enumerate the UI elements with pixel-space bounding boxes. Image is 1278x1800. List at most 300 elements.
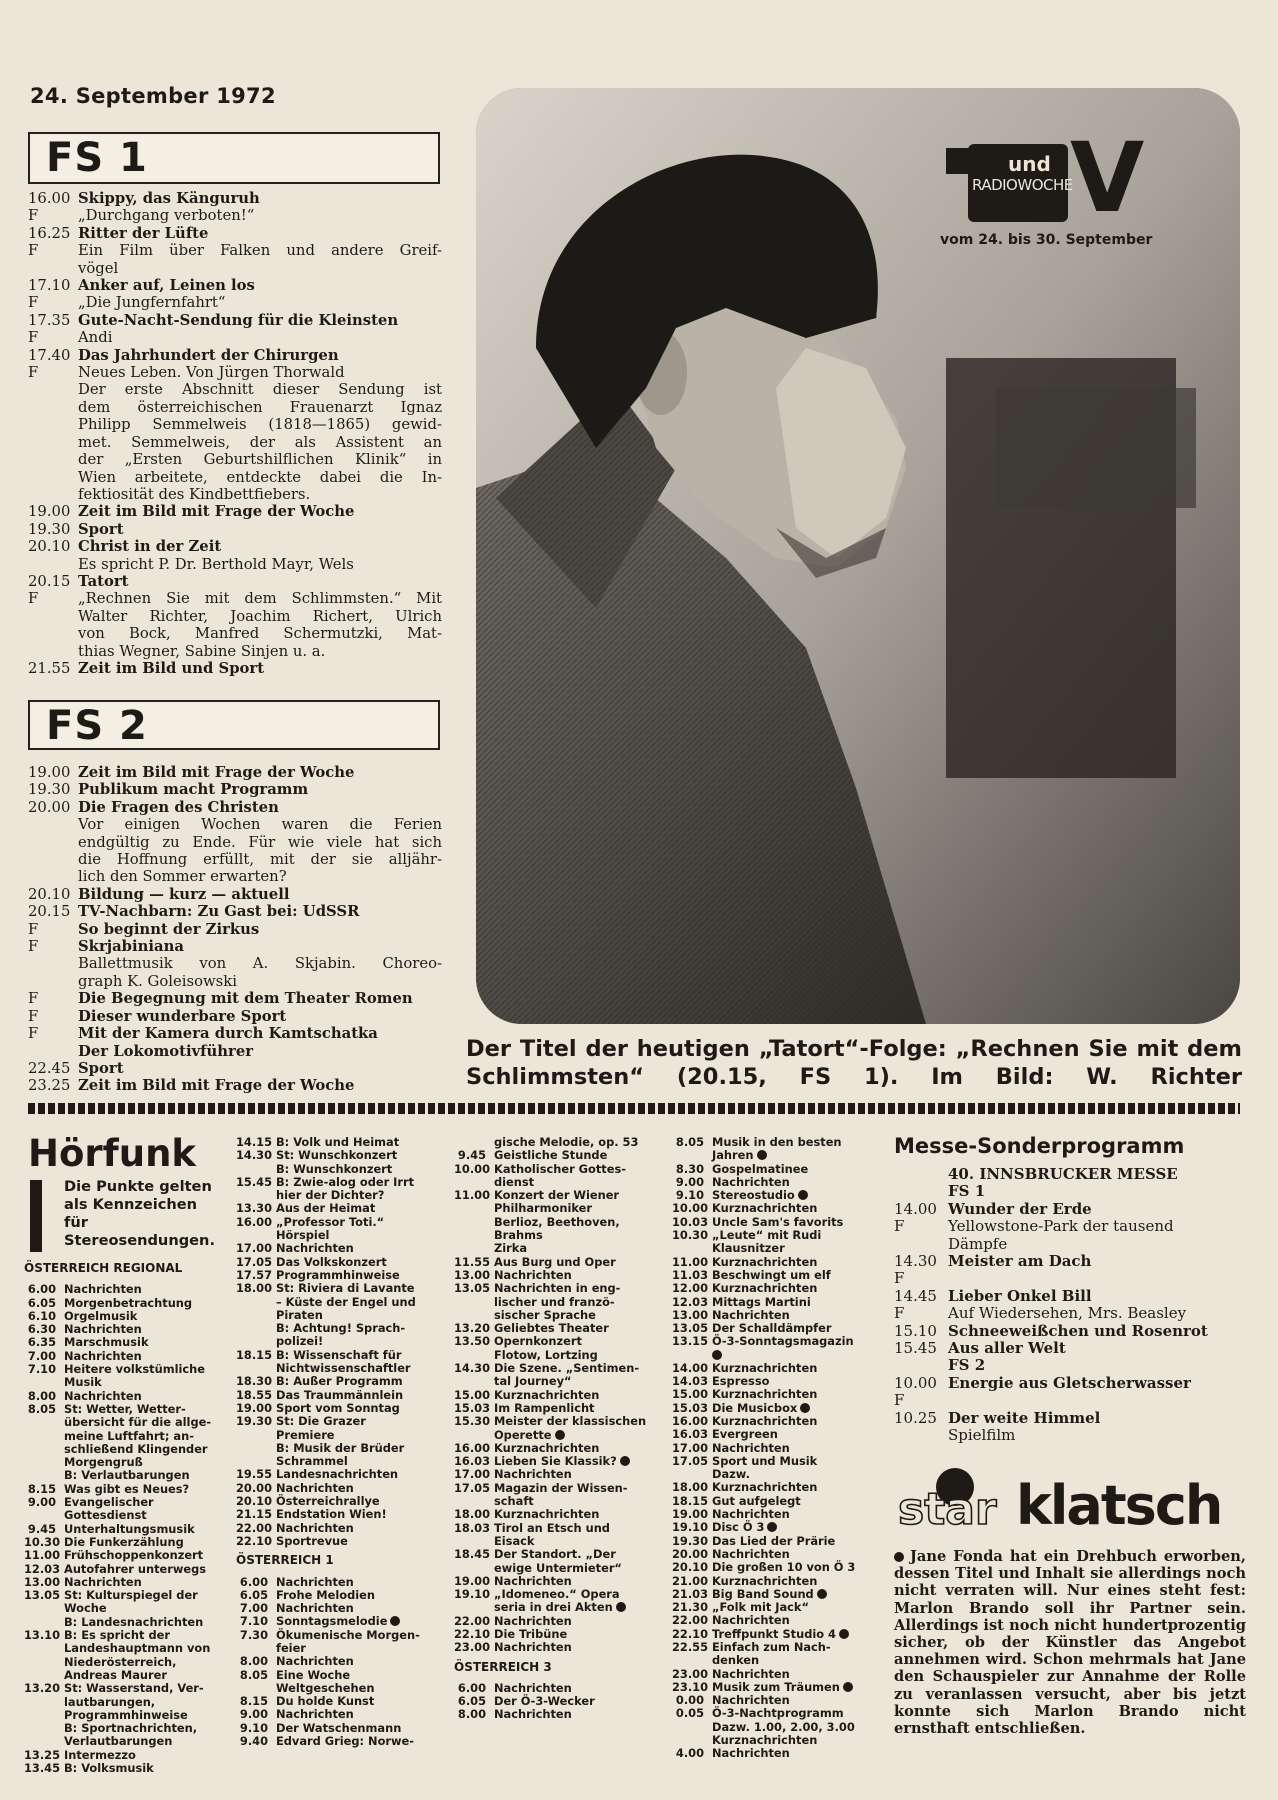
radio-title: Die Funkerzählung (64, 1534, 184, 1549)
radio-title: Nachrichten (494, 1707, 572, 1722)
program-title: Lieber Onkel Bill (948, 1286, 1092, 1305)
program-time (28, 625, 78, 642)
radio-title: Der Watschenmann (276, 1720, 402, 1735)
radio-title: Nichtwissenschaftler (276, 1361, 411, 1376)
radio-item (454, 1522, 666, 1535)
program-time (894, 1236, 948, 1253)
radio-item (24, 1735, 224, 1748)
radio-item (672, 1335, 886, 1348)
radio-time: 10.00 (454, 1161, 491, 1176)
radio-item (672, 1734, 886, 1747)
radio-time (24, 1416, 64, 1429)
radio-time (236, 1309, 276, 1322)
radio-item (672, 1402, 886, 1415)
radio-title: Das Traummännlein (276, 1387, 404, 1402)
radio-title: – Küste der Engel und (276, 1294, 416, 1309)
program-time: 15.45 (894, 1339, 937, 1358)
program-time: F (28, 294, 39, 312)
radio-item (454, 1575, 666, 1588)
radio-item (24, 1310, 224, 1323)
radio-title: denken (712, 1653, 760, 1668)
program-time (28, 973, 78, 990)
radio-time: 9.40 (239, 1734, 268, 1749)
radio-title: B: Landesnachrichten (64, 1614, 204, 1629)
radio-time: 7.00 (27, 1348, 56, 1363)
radio-title: Intermezzo (64, 1747, 136, 1762)
fs1-item (28, 625, 442, 642)
radio-item (454, 1282, 666, 1295)
messe-item (894, 1340, 1246, 1357)
radio-time: 22.55 (672, 1639, 709, 1654)
program-title: endgültig zu Ende. Für wie viele hat sich (78, 833, 442, 851)
radio-time: 20.00 (672, 1546, 709, 1561)
radio-time (24, 1376, 64, 1389)
logo-und: und (1008, 152, 1051, 176)
program-title: Walter Richter, Joachim Richert, Ulrich (78, 607, 442, 625)
radio-time: 8.05 (675, 1135, 704, 1149)
fs2-item (28, 1025, 442, 1042)
radio-time (672, 1654, 712, 1667)
program-time: 14.45 (894, 1286, 937, 1305)
radio-time: 4.00 (675, 1746, 704, 1761)
radio-column-3 (454, 1136, 666, 1722)
stereo-legend: Die Punkte gelten als Kennzeichen für Stereosendungen. (64, 1178, 215, 1249)
program-time (28, 851, 78, 868)
radio-time: 17.57 (236, 1267, 273, 1282)
program-time: F (28, 364, 39, 382)
stereo-dot-icon (839, 1629, 849, 1639)
radio-item (24, 1696, 224, 1709)
program-time (894, 1427, 948, 1444)
radio-time: 11.00 (672, 1254, 709, 1269)
radio-title: Eine Woche (276, 1667, 351, 1682)
messe-item (894, 1410, 1246, 1427)
radio-time: 10.00 (672, 1201, 709, 1216)
radio-title: B: Musik der Brüder (276, 1440, 405, 1455)
radio-title: Uncle Sam's favorits (712, 1214, 844, 1229)
radio-item (24, 1336, 224, 1349)
radio-item (454, 1535, 666, 1548)
radio-time: 7.10 (27, 1362, 56, 1377)
radio-time: 18.15 (236, 1347, 273, 1362)
radio-time: 13.00 (454, 1267, 491, 1282)
radio-item (236, 1576, 446, 1589)
radio-time: 13.50 (454, 1334, 491, 1349)
radio-time: 15.03 (672, 1400, 709, 1415)
program-title: Der Lokomotivführer (78, 1042, 254, 1060)
program-time: F (28, 329, 39, 347)
radio-title: Aus Burg und Oper (494, 1254, 616, 1269)
program-title: Publikum macht Programm (78, 781, 309, 799)
radio-title: Mittags Martini (712, 1294, 811, 1309)
fs2-item (28, 955, 442, 972)
radio-title: Meister der klassischen (494, 1414, 647, 1429)
radio-title: Landesnachrichten (276, 1467, 399, 1482)
radio-title: Der Ö-3-Wecker (494, 1694, 595, 1709)
radio-title: Musik (64, 1375, 102, 1390)
radio-title: Beschwingt um elf (712, 1267, 831, 1282)
radio-item (236, 1136, 446, 1149)
stereo-dot-icon (620, 1456, 630, 1466)
radio-item (236, 1216, 446, 1229)
fs1-item (28, 469, 442, 486)
radio-title: Morgengruß (64, 1455, 143, 1470)
fs2-heading-box (28, 700, 440, 750)
radio-item (24, 1576, 224, 1589)
radio-item (24, 1523, 224, 1536)
radio-item (24, 1509, 224, 1522)
radio-item (672, 1747, 886, 1760)
program-time (28, 416, 78, 433)
radio-time: 18.03 (454, 1520, 491, 1535)
radio-time: 6.35 (27, 1335, 56, 1350)
radio-time: 23.00 (454, 1640, 491, 1655)
radio-time: 13.00 (24, 1574, 61, 1589)
radio-title: Espresso (712, 1374, 770, 1389)
radio-column-1 (24, 1256, 224, 1775)
fs2-item (28, 851, 442, 868)
radio-time: 8.15 (27, 1481, 56, 1496)
program-time (28, 868, 78, 885)
program-title: lich den Sommer erwarten? (78, 868, 287, 886)
radio-item (454, 1468, 666, 1481)
program-title: Energie aus Gletscherwasser (948, 1373, 1191, 1392)
stereo-dot-icon (800, 1403, 810, 1413)
radio-title: St: Wetter, Wetter- (64, 1401, 186, 1416)
fs1-item (28, 538, 442, 555)
radio-time (236, 1682, 276, 1695)
program-title: „Die Jungfernfahrt“ (78, 294, 226, 312)
radio-item (24, 1656, 224, 1669)
radio-time: 16.03 (454, 1454, 491, 1469)
fs1-item (28, 294, 442, 311)
radio-time: 6.00 (27, 1282, 56, 1297)
program-time: 17.35 (28, 311, 71, 329)
radio-item (672, 1136, 886, 1149)
messe-item (894, 1270, 1246, 1287)
radio-title: Nachrichten (276, 1480, 354, 1495)
radio-time: 9.00 (675, 1174, 704, 1189)
radio-title: Sport vom Sonntag (276, 1400, 400, 1415)
radio-title: Katholischer Gottes- (494, 1161, 626, 1176)
radio-time: 11.55 (454, 1254, 491, 1269)
program-time: F (28, 920, 39, 938)
radio-title: Kurznachrichten (494, 1440, 600, 1455)
radio-item (24, 1323, 224, 1336)
radio-time (454, 1229, 494, 1242)
radio-item (24, 1642, 224, 1655)
radio-title: schaft (494, 1494, 534, 1509)
program-time: 20.15 (28, 572, 71, 590)
radio-time: 18.55 (236, 1387, 273, 1402)
radio-time (236, 1455, 276, 1468)
fs1-item (28, 364, 442, 381)
program-title: Die Fragen des Christen (78, 798, 279, 816)
radio-time: 14.15 (236, 1135, 273, 1149)
radio-title: Im Rampenlicht (494, 1400, 595, 1415)
radio-item (24, 1669, 224, 1682)
radio-time: 11.00 (24, 1548, 61, 1563)
radio-time (454, 1535, 494, 1548)
radio-item (454, 1375, 666, 1388)
radio-time (236, 1229, 276, 1242)
radio-title: sischer Sprache (494, 1307, 596, 1322)
radio-item (672, 1588, 886, 1601)
program-title: Vor einigen Wochen waren die Ferien (78, 816, 442, 834)
radio-time: 13.05 (672, 1321, 709, 1336)
radio-title: Schrammel (276, 1454, 348, 1469)
radio-title: Unterhaltungsmusik (64, 1521, 195, 1536)
radio-time: 19.30 (236, 1414, 273, 1429)
fs1-item (28, 207, 442, 224)
program-title: thias Wegner, Sabine Sinjen u. a. (78, 642, 326, 660)
radio-time (454, 1495, 494, 1508)
program-time: 10.00 (894, 1373, 937, 1392)
radio-item (454, 1309, 666, 1322)
radio-item (24, 1363, 224, 1376)
radio-time (236, 1335, 276, 1348)
radio-time: 9.00 (27, 1495, 56, 1510)
radio-item (236, 1415, 446, 1428)
radio-item (672, 1614, 886, 1627)
fs2-item (28, 1008, 442, 1025)
stereo-dot-icon (843, 1682, 853, 1692)
stereo-symbol-bar (30, 1180, 42, 1252)
radio-title: Landeshauptmann von (64, 1641, 211, 1656)
radio-item (24, 1709, 224, 1722)
radio-time: 9.10 (675, 1188, 704, 1203)
radio-item (454, 1615, 666, 1628)
fs2-item (28, 921, 442, 938)
radio-item (454, 1695, 666, 1708)
radio-item (236, 1615, 446, 1628)
program-title: Skrjabiniana (78, 938, 184, 956)
radio-title: Nachrichten (64, 1282, 142, 1297)
radio-title: Evangelischer (64, 1495, 154, 1510)
radio-time: 0.05 (675, 1706, 704, 1721)
stereo-dot-icon (767, 1522, 777, 1532)
fs2-item (28, 886, 442, 903)
radio-time: 17.05 (454, 1480, 491, 1495)
messe-program-list (894, 1166, 1246, 1445)
radio-item (672, 1176, 886, 1189)
program-title: 40. INNSBRUCKER MESSE (948, 1165, 1178, 1183)
radio-time (454, 1429, 494, 1442)
radio-time: 12.00 (672, 1281, 709, 1296)
radio-item (236, 1335, 446, 1348)
messe-item (894, 1288, 1246, 1305)
radio-time (454, 1349, 494, 1362)
radio-time: 23.00 (672, 1666, 709, 1681)
program-title: der „Ersten Geburtshilflichen Klinik“ in (78, 451, 442, 469)
radio-title: Kurznachrichten (712, 1413, 818, 1428)
radio-time: 13.15 (672, 1334, 709, 1349)
radio-item (672, 1654, 886, 1667)
radio-item (454, 1389, 666, 1402)
program-title: Philipp Semmelweis (1818—1865) gewid- (78, 416, 442, 434)
radio-title: Musik in den besten (712, 1135, 842, 1149)
radio-title: Kurznachrichten (712, 1387, 818, 1402)
radio-time: 8.00 (27, 1388, 56, 1403)
radio-title: Weltgeschehen (276, 1680, 375, 1695)
radio-time (24, 1616, 64, 1629)
radio-item (454, 1548, 666, 1561)
radio-time: 19.00 (672, 1507, 709, 1522)
radio-title: Nachrichten (276, 1574, 354, 1589)
radio-time: 21.00 (672, 1573, 709, 1588)
radio-item (236, 1722, 446, 1735)
radio-item (672, 1707, 886, 1720)
program-time: F (28, 242, 39, 260)
radio-title: „Leute“ mit Rudi (712, 1228, 822, 1243)
program-time (28, 955, 78, 972)
radio-item (454, 1202, 666, 1215)
radio-time (24, 1509, 64, 1522)
radio-title: Premiere (276, 1427, 335, 1442)
program-title: Christ in der Zeit (78, 538, 222, 556)
program-title: Dieser wunderbare Sport (78, 1007, 287, 1025)
radio-item (24, 1456, 224, 1469)
messe-item (894, 1375, 1246, 1392)
radio-time: 12.03 (24, 1561, 61, 1576)
program-time: 17.10 (28, 277, 71, 295)
radio-item (454, 1296, 666, 1309)
program-time: 10.25 (894, 1408, 937, 1427)
program-title: Wien arbeitete, entdeckte dabei die In- (78, 468, 442, 486)
radio-item (236, 1402, 446, 1415)
radio-time: 17.05 (236, 1254, 273, 1269)
radio-title: St: Die Grazer (276, 1414, 366, 1429)
radio-time: 7.00 (239, 1601, 268, 1616)
program-time: F (894, 1217, 905, 1236)
fs2-item (28, 903, 442, 920)
radio-item (236, 1322, 446, 1335)
radio-title: Zirka (494, 1241, 528, 1256)
radio-title: Nachrichten (64, 1388, 142, 1403)
radio-title: Verlautbarungen (64, 1734, 173, 1749)
radio-item (24, 1629, 224, 1642)
radio-item (24, 1616, 224, 1629)
radio-time: 14.00 (672, 1360, 709, 1375)
radio-title: Jahren (712, 1148, 754, 1163)
radio-time (24, 1656, 64, 1669)
radio-title: tal Journey“ (494, 1374, 572, 1389)
radio-item (672, 1575, 886, 1588)
radio-time: 23.10 (672, 1679, 709, 1694)
program-time: 22.45 (28, 1059, 71, 1077)
messe-item (894, 1201, 1246, 1218)
radio-item (454, 1455, 666, 1468)
radio-item (236, 1642, 446, 1655)
program-time (28, 556, 78, 573)
radio-title: Niederösterreich, (64, 1654, 177, 1669)
stereo-dot-icon (712, 1350, 722, 1360)
radio-item (672, 1309, 886, 1322)
radio-title: Dazw. (712, 1467, 750, 1482)
radio-item (672, 1388, 886, 1401)
radio-time: 16.00 (236, 1214, 273, 1229)
radio-time: 11.03 (672, 1267, 709, 1282)
radio-item (24, 1549, 224, 1562)
radio-item (236, 1695, 446, 1708)
radio-item (24, 1376, 224, 1389)
program-title: Bildung — kurz — aktuell (78, 885, 290, 903)
radio-title: Heitere volkstümliche (64, 1362, 205, 1377)
radio-item (454, 1628, 666, 1641)
program-title: Meister am Dach (948, 1252, 1092, 1271)
radio-title: Nachrichten (276, 1241, 354, 1256)
radio-time: 18.00 (236, 1281, 273, 1296)
messe-title: Messe-Sonderprogramm (894, 1134, 1185, 1158)
radio-time (236, 1442, 276, 1455)
radio-time: 8.00 (457, 1707, 486, 1722)
radio-item (236, 1269, 446, 1282)
stereo-dot-icon (798, 1190, 808, 1200)
program-time: 16.00 (28, 190, 71, 207)
program-time: 19.30 (28, 781, 71, 799)
radio-item (672, 1641, 886, 1654)
radio-time: 8.00 (239, 1654, 268, 1669)
radio-title: ewige Untermieter“ (494, 1560, 622, 1575)
radio-item (454, 1149, 666, 1162)
radio-title: B: Wissenschaft für (276, 1347, 402, 1362)
radio-title: hier der Dichter? (276, 1188, 385, 1203)
stereo-dot-icon (390, 1616, 400, 1626)
program-title: Tatort (78, 572, 129, 590)
radio-time: 9.45 (457, 1148, 486, 1163)
radio-title: Frohe Melodien (276, 1587, 375, 1602)
radio-title: St: Wasserstand, Ver- (64, 1681, 204, 1696)
program-time: 23.25 (28, 1077, 71, 1095)
radio-item (454, 1562, 666, 1575)
radio-item (236, 1429, 446, 1442)
radio-item (454, 1242, 666, 1255)
radio-title: Eisack (494, 1533, 535, 1548)
radio-item (24, 1403, 224, 1416)
radio-time: 9.00 (239, 1707, 268, 1722)
messe-item (894, 1236, 1246, 1253)
radio-item (236, 1655, 446, 1668)
fs1-heading: FS 1 (46, 135, 148, 181)
radio-item (672, 1468, 886, 1481)
radio-time (236, 1642, 276, 1655)
radio-title: B: Verlautbarungen (64, 1468, 190, 1483)
fs1-item (28, 451, 442, 468)
radio-title: B: Sportnachrichten, (64, 1721, 198, 1736)
radio-title: Lieben Sie Klassik? (494, 1454, 617, 1469)
program-time: 21.55 (28, 659, 71, 677)
program-time: 19.00 (28, 503, 71, 521)
radio-item (672, 1216, 886, 1229)
radio-title: B: Achtung! Sprach- (276, 1321, 406, 1336)
radio-title: Endstation Wien! (276, 1507, 387, 1522)
radio-time (454, 1136, 494, 1149)
radio-item (236, 1455, 446, 1468)
radio-item (454, 1163, 666, 1176)
radio-title: Nachrichten (712, 1174, 790, 1189)
fs1-item (28, 260, 442, 277)
program-time: F (894, 1304, 905, 1323)
radio-time (24, 1602, 64, 1615)
program-time (28, 399, 78, 416)
radio-time: 17.00 (672, 1440, 709, 1455)
program-time: 20.10 (28, 538, 71, 556)
radio-title: Nachrichten (712, 1666, 790, 1681)
program-time: 15.10 (894, 1321, 937, 1340)
radio-item (454, 1216, 666, 1229)
radio-title: Gottesdienst (64, 1508, 147, 1523)
program-title: met. Semmelweis, der als Assistent an (78, 433, 442, 451)
